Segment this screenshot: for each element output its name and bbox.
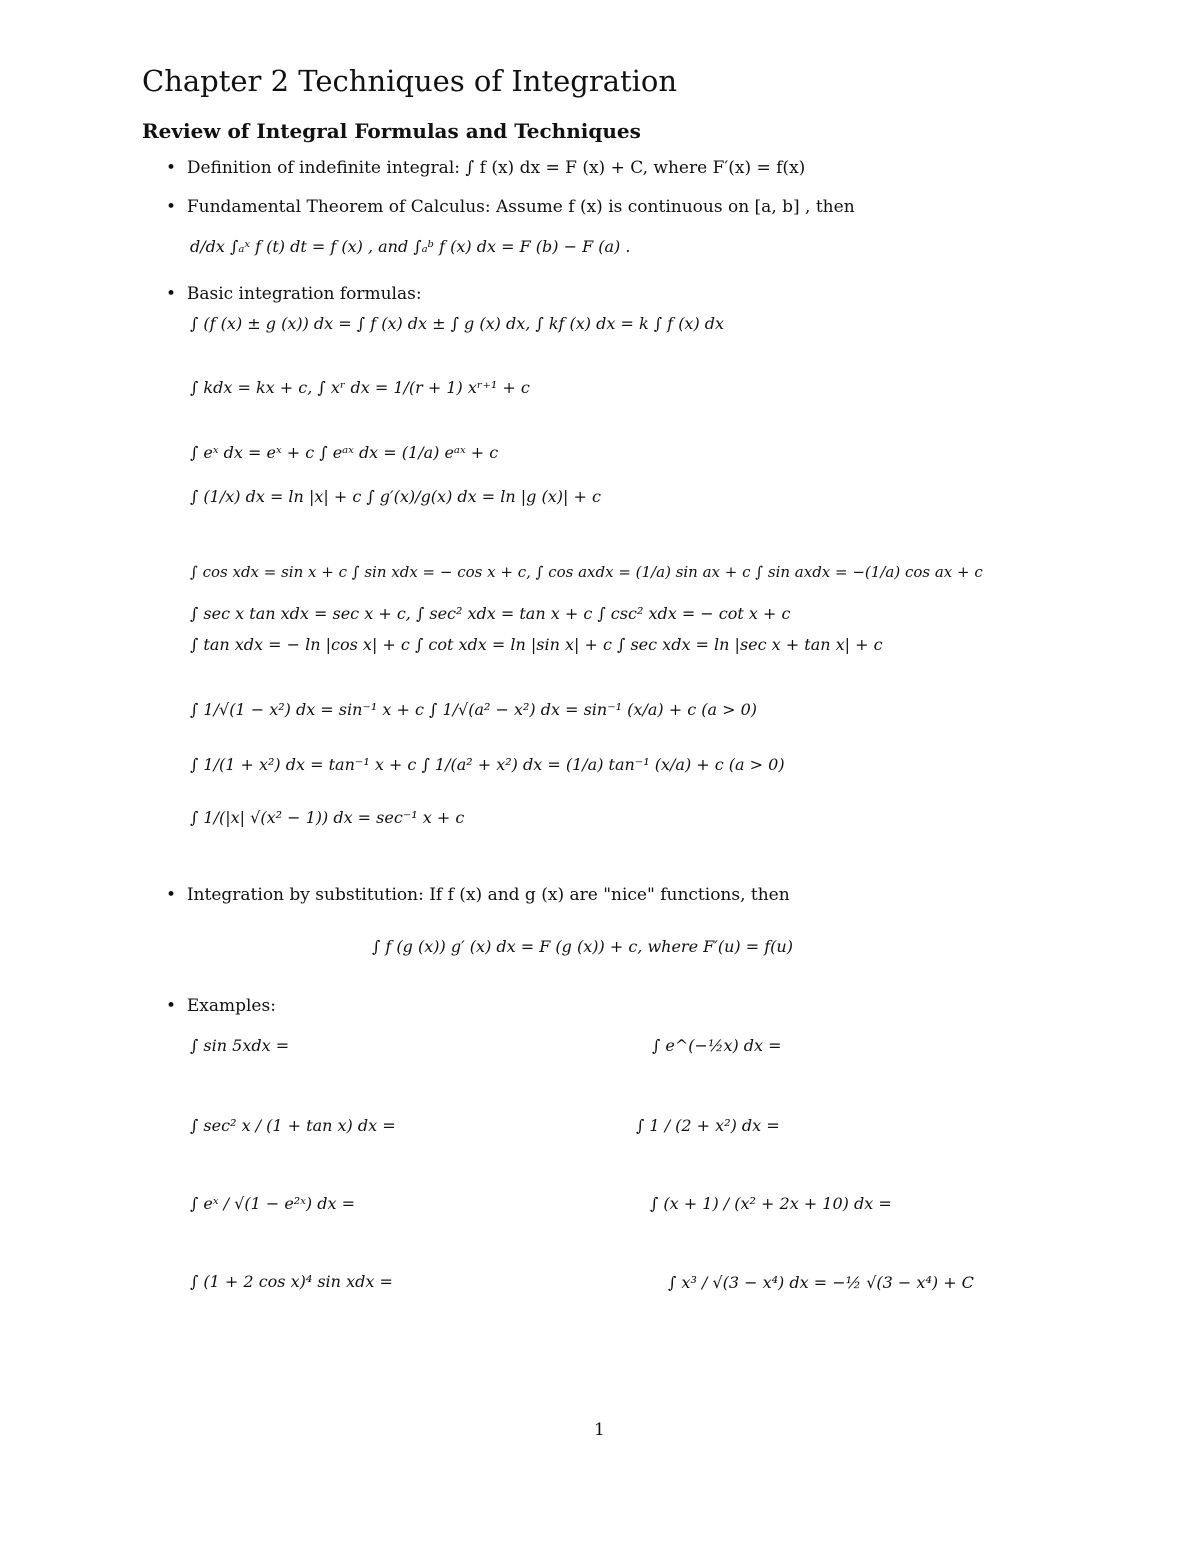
ftc-formula: d/dx ∫ₐˣ f (t) dt = f (x) , and ∫ₐᵇ f (x) dx = F (b) − F (a) .	[190, 237, 631, 256]
example-left-2: ∫ sec² x / (1 + tan x) dx =	[190, 1116, 396, 1135]
bullet-basic-formulas: • Basic integration formulas:	[166, 284, 422, 304]
bullet-ftc: • Fundamental Theorem of Calculus: Assume f (x) is continuous on [a, b] , then	[166, 197, 855, 217]
chapter-title: Chapter 2 Techniques of Integration	[142, 64, 678, 98]
formula-tan-cot-sec: ∫ tan xdx = − ln |cos x| + c ∫ cot xdx = ln |sin x| + c ∫ sec xdx = ln |sec x + tan x| + c	[190, 635, 883, 654]
bullet-examples: • Examples:	[166, 996, 276, 1016]
example-right-2: ∫ 1 / (2 + x²) dx =	[636, 1116, 780, 1135]
formula-logarithm: ∫ (1/x) dx = ln |x| + c ∫ g′(x)/g(x) dx = ln |g (x)| + c	[190, 487, 601, 506]
formula-power: ∫ kdx = kx + c, ∫ xʳ dx = 1/(r + 1) xʳ⁺¹ + c	[190, 378, 530, 397]
formula-arctan: ∫ 1/(1 + x²) dx = tan⁻¹ x + c ∫ 1/(a² + x²) dx = (1/a) tan⁻¹ (x/a) + c (a > 0)	[190, 755, 785, 774]
formula-sin-cos: ∫ cos xdx = sin x + c ∫ sin xdx = − cos x + c, ∫ cos axdx = (1/a) sin ax + c ∫ sin axdx = −(1/a) cos ax + c	[190, 563, 983, 581]
example-right-1: ∫ e^(−½x) dx =	[652, 1036, 782, 1055]
bullet-definition: • Definition of indefinite integral: ∫ f (x) dx = F (x) + C, where F′(x) = f(x)	[166, 158, 806, 178]
example-left-4: ∫ (1 + 2 cos x)⁴ sin xdx =	[190, 1272, 393, 1291]
formula-arcsin: ∫ 1/√(1 − x²) dx = sin⁻¹ x + c ∫ 1/√(a² − x²) dx = sin⁻¹ (x/a) + c (a > 0)	[190, 700, 758, 719]
substitution-formula: ∫ f (g (x)) g′ (x) dx = F (g (x)) + c, where F′(u) = f(u)	[372, 937, 793, 956]
example-left-3: ∫ eˣ / √(1 − e²ˣ) dx =	[190, 1194, 355, 1213]
example-left-1: ∫ sin 5xdx =	[190, 1036, 290, 1055]
example-right-3: ∫ (x + 1) / (x² + 2x + 10) dx =	[650, 1194, 892, 1213]
example-right-4: ∫ x³ / √(3 − x⁴) dx = −½ √(3 − x⁴) + C	[668, 1273, 974, 1292]
section-title: Review of Integral Formulas and Techniques	[142, 119, 641, 143]
formula-exponential: ∫ eˣ dx = eˣ + c ∫ eᵃˣ dx = (1/a) eᵃˣ + c	[190, 443, 499, 462]
formula-linearity: ∫ (f (x) ± g (x)) dx = ∫ f (x) dx ± ∫ g (x) dx, ∫ kf (x) dx = k ∫ f (x) dx	[190, 314, 725, 333]
bullet-substitution: • Integration by substitution: If f (x) and g (x) are "nice" functions, then	[166, 885, 790, 905]
formula-sec-csc: ∫ sec x tan xdx = sec x + c, ∫ sec² xdx = tan x + c ∫ csc² xdx = − cot x + c	[190, 604, 791, 623]
page-number: 1	[594, 1420, 605, 1440]
formula-arcsec: ∫ 1/(|x| √(x² − 1)) dx = sec⁻¹ x + c	[190, 808, 465, 827]
